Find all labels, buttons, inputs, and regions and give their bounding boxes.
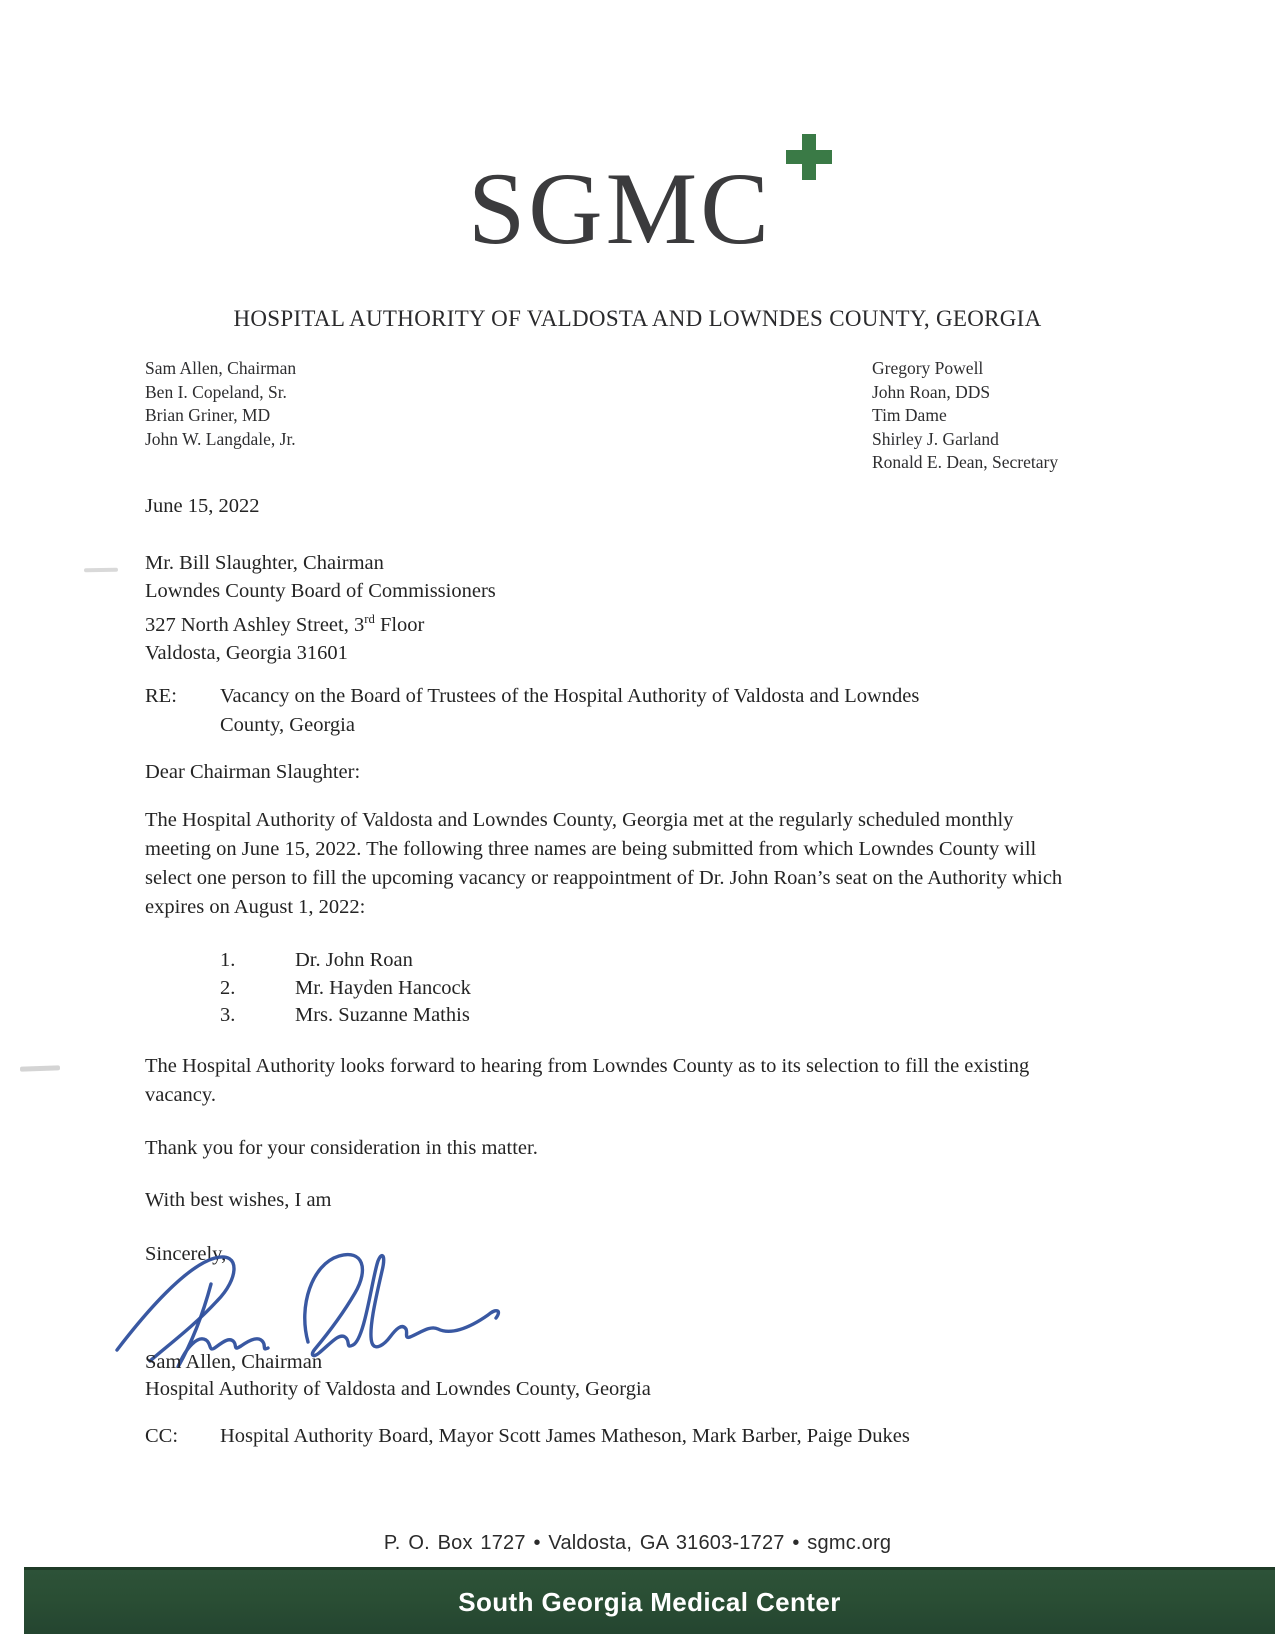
nominee-number: 1. xyxy=(220,949,236,971)
green-cross-icon xyxy=(786,134,832,180)
recipient-line: Mr. Bill Slaughter, Chairman xyxy=(145,552,384,574)
board-member: Gregory Powell xyxy=(872,358,984,378)
nominee-item xyxy=(220,1002,471,1030)
footer-address: P. O. Box 1727 • Valdosta, GA 31603-1727 • sgmc.org xyxy=(383,1532,892,1554)
body-line: vacancy. xyxy=(145,1084,216,1106)
recipient-line: Valdosta, Georgia 31601 xyxy=(145,641,348,664)
footer-band xyxy=(24,1567,1275,1634)
sgmc-logo-text: SGMC xyxy=(468,152,772,266)
recipient-address xyxy=(145,549,496,667)
signer-name: Sam Allen, Chairman xyxy=(145,1351,323,1373)
signature-block xyxy=(145,1349,651,1403)
body-line: meeting on June 15, 2022. The following three names are being submitted from which Lowndes County will xyxy=(145,838,1037,860)
re-subject xyxy=(220,682,1080,740)
nominee-name: Dr. John Roan xyxy=(295,949,413,971)
nominee-number: 3. xyxy=(220,1004,236,1026)
recipient-line: Lowndes County Board of Commissioners xyxy=(145,580,496,602)
cc-label: CC: xyxy=(145,1425,179,1447)
re-subject-line: Vacancy on the Board of Trustees of the Hospital Authority of Valdosta and Lowndes xyxy=(220,685,920,707)
body-paragraph-2 xyxy=(145,1052,1029,1110)
signer-organization: Hospital Authority of Valdosta and Lowndes County, Georgia xyxy=(145,1378,651,1400)
recipient-line: 327 North Ashley Street, 3rd Floor xyxy=(145,612,425,636)
body-paragraph-1 xyxy=(145,806,1062,922)
board-member: Tim Dame xyxy=(872,405,947,425)
salutation: Dear Chairman Slaughter: xyxy=(145,761,361,783)
board-member: John W. Langdale, Jr. xyxy=(145,428,296,449)
board-members-right xyxy=(872,357,1058,475)
best-wishes-line: With best wishes, I am xyxy=(145,1189,332,1211)
letterhead-title: HOSPITAL AUTHORITY OF VALDOSTA AND LOWNDES COUNTY, GEORGIA xyxy=(233,306,1042,331)
board-member: Shirley J. Garland xyxy=(872,428,999,449)
closing-line: Sincerely, xyxy=(145,1243,227,1265)
re-subject-line: County, Georgia xyxy=(220,714,355,736)
board-member: John Roan, DDS xyxy=(872,381,991,402)
nominee-list xyxy=(220,947,471,1030)
board-member: Ben I. Copeland, Sr. xyxy=(145,381,287,402)
footer-band-title: South Georgia Medical Center xyxy=(458,1586,841,1617)
nominee-item xyxy=(220,947,471,975)
board-members-left xyxy=(145,357,296,451)
cc-recipients: Hospital Authority Board, Mayor Scott James Matheson, Mark Barber, Paige Dukes xyxy=(220,1425,910,1447)
scan-artifact xyxy=(84,568,118,573)
body-line: The Hospital Authority of Valdosta and Lowndes County, Georgia met at the regularly scheduled monthly xyxy=(145,809,1014,831)
nominee-item xyxy=(220,975,471,1003)
body-line: select one person to fill the upcoming vacancy or reappointment of Dr. John Roan’s seat on the Authority which xyxy=(145,867,1063,889)
nominee-name: Mr. Hayden Hancock xyxy=(295,976,471,999)
sgmc-logo xyxy=(468,152,772,278)
board-member: Sam Allen, Chairman xyxy=(145,358,297,378)
board-member: Brian Griner, MD xyxy=(145,405,271,425)
nominee-name: Mrs. Suzanne Mathis xyxy=(295,1004,470,1026)
nominee-number: 2. xyxy=(220,976,236,999)
body-line: The Hospital Authority looks forward to hearing from Lowndes County as to its selection to fill the existing xyxy=(145,1055,1030,1077)
board-member: Ronald E. Dean, Secretary xyxy=(872,452,1059,472)
body-line: expires on August 1, 2022: xyxy=(145,896,366,918)
scan-artifact xyxy=(20,1065,60,1071)
thanks-line: Thank you for your consideration in this matter. xyxy=(145,1137,538,1159)
letter-date: June 15, 2022 xyxy=(145,495,260,517)
re-label: RE: xyxy=(145,685,177,707)
ordinal-suffix: rd xyxy=(364,612,375,626)
